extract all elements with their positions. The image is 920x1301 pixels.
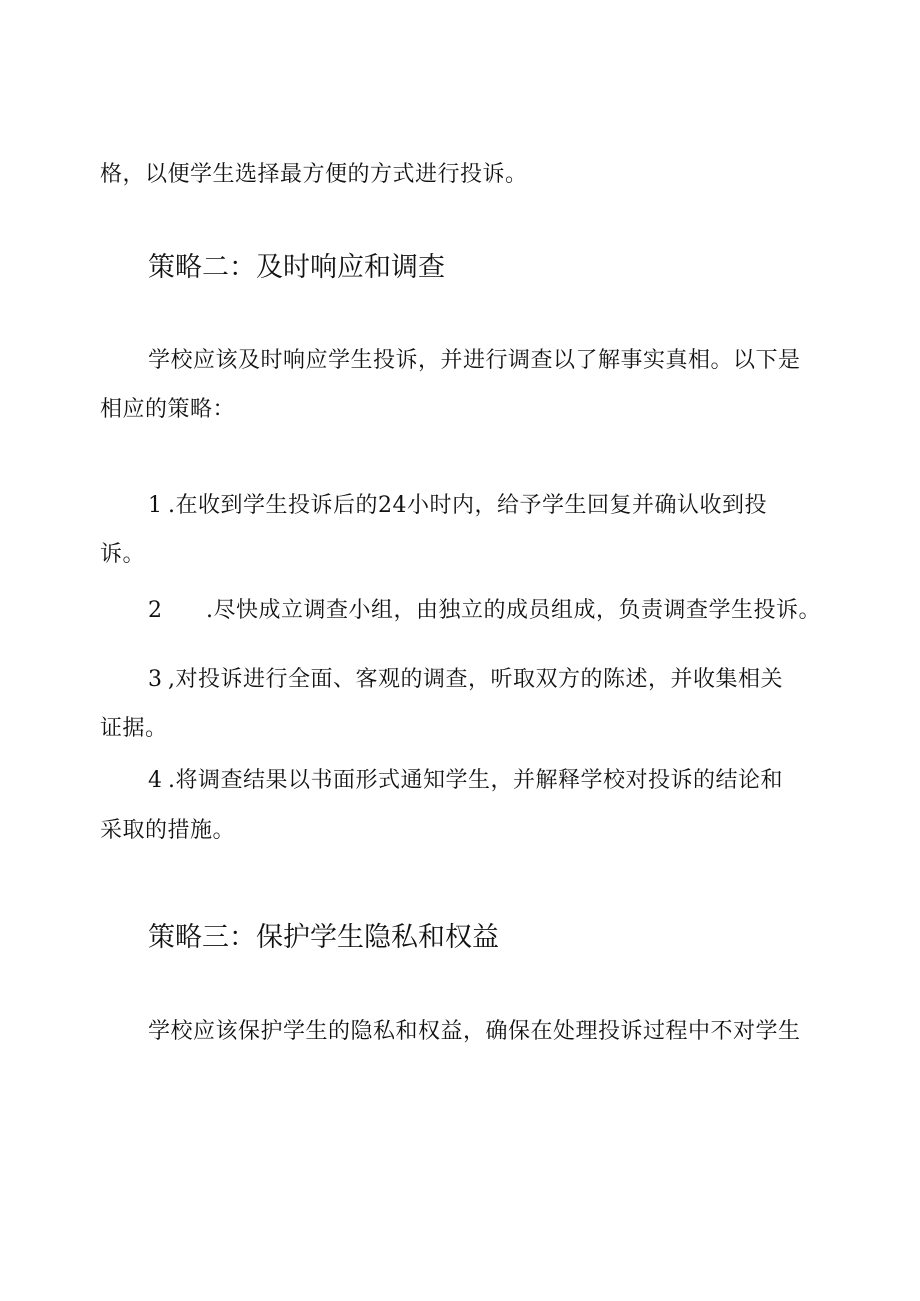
list-item-text: .尽快成立调查小组，由独立的成员组成，负责调查学生投诉。	[206, 598, 821, 623]
list-item-3	[148, 665, 783, 695]
list-item-1-continuation: 诉。	[100, 542, 146, 567]
section-heading-strategy-2: 策略二：及时响应和调查	[148, 252, 445, 283]
section2-intro-line2: 相应的策略：	[100, 397, 236, 422]
list-item-number: 1	[148, 493, 163, 518]
list-item-text: .在收到学生投诉后的24小时内，给予学生回复并确认收到投	[168, 493, 767, 518]
list-item-number: 2	[148, 598, 163, 623]
list-item-4	[148, 766, 783, 796]
list-item-1	[148, 491, 767, 521]
list-item-number: 3	[148, 667, 163, 692]
list-item-text: .将调查结果以书面形式通知学生，并解释学校对投诉的结论和	[168, 768, 783, 793]
section-heading-strategy-3: 策略三：保护学生隐私和权益	[148, 922, 499, 953]
list-item-number: 4	[148, 768, 163, 793]
list-item-text: ,对投诉进行全面、客观的调查，听取双方的陈述，并收集相关	[168, 667, 783, 692]
section3-intro-line1: 学校应该保护学生的隐私和权益，确保在处理投诉过程中不对学生	[148, 1019, 801, 1044]
paragraph-continuation: 格，以便学生选择最方便的方式进行投诉。	[100, 162, 528, 187]
list-item-2	[148, 596, 821, 626]
section2-intro-line1: 学校应该及时响应学生投诉，并进行调查以了解事实真相。以下是	[148, 348, 801, 373]
list-item-3-continuation: 证据。	[100, 716, 168, 741]
list-item-4-continuation: 采取的措施。	[100, 818, 236, 843]
